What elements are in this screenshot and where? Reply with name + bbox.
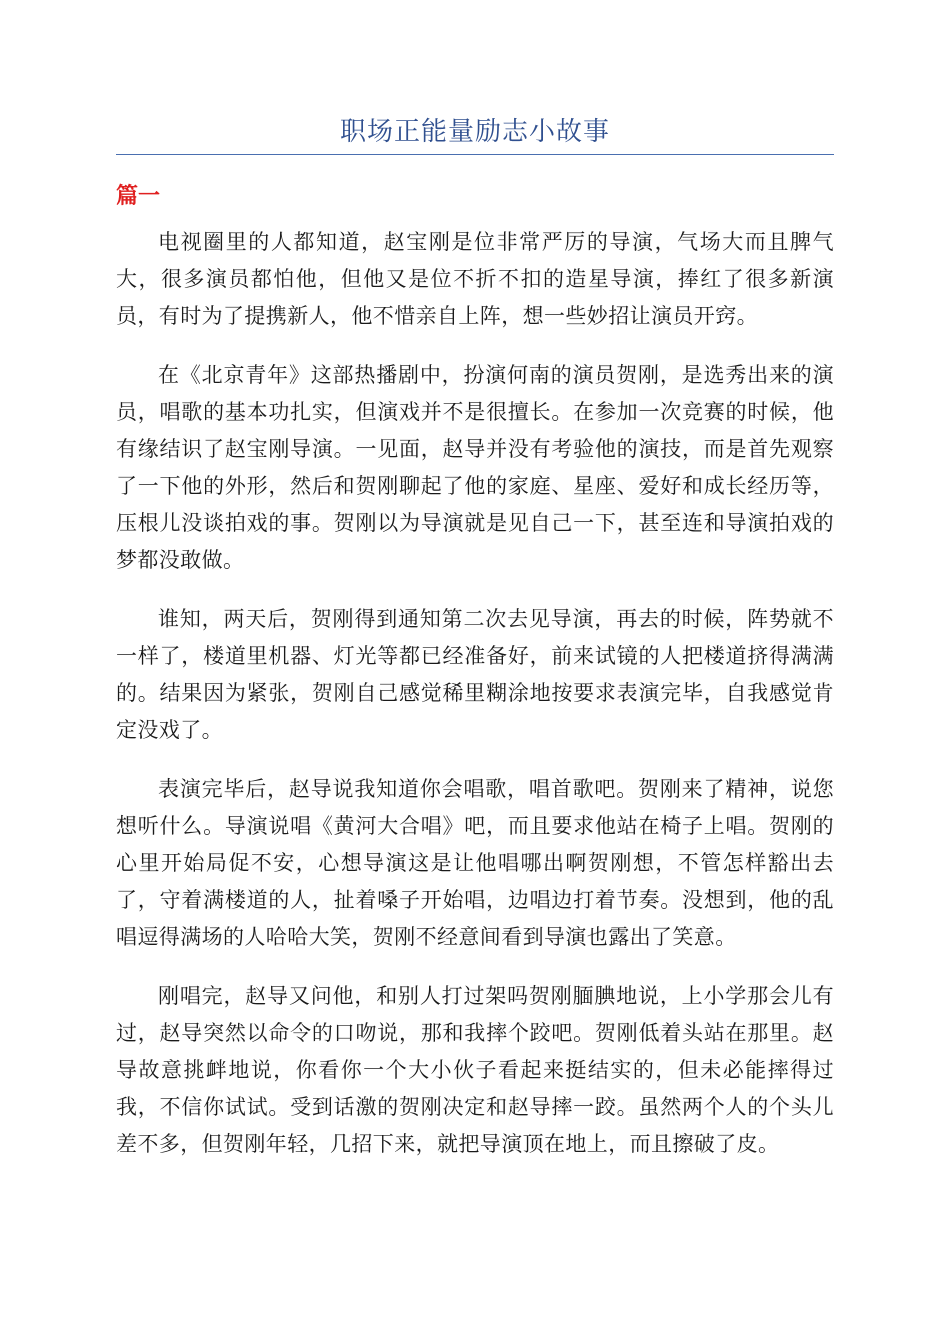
body-paragraph-5: 刚唱完，赵导又问他，和别人打过架吗贺刚腼腆地说，上小学那会儿有过，赵导突然以命令的口吻说，那和我摔个跤吧。贺刚低着头站在那里。赵导故意挑衅地说，你看你一个大小伙子看起来挺结实的，但未必能摔得过我，不信你试试。受到话激的贺刚决定和赵导摔一跤。虽然两个人的个头儿差不多，但贺刚年轻，几招下来，就把导演顶在地上，而且擦破了皮。 <box>116 984 834 1156</box>
body-paragraph-4: 表演完毕后，赵导说我知道你会唱歌，唱首歌吧。贺刚来了精神，说您想听什么。导演说唱《黄河大合唱》吧，而且要求他站在椅子上唱。贺刚的心里开始局促不安，心想导演这是让他唱哪出啊贺刚想，不管怎样豁出去了，守着满楼道的人，扯着嗓子开始唱，边唱边打着节奏。没想到，他的乱唱逗得满场的人哈哈大笑，贺刚不经意间看到导演也露出了笑意。 <box>116 777 834 949</box>
section-heading: 篇一 <box>116 183 161 209</box>
body-paragraph-2: 在《北京青年》这部热播剧中，扮演何南的演员贺刚，是选秀出来的演员，唱歌的基本功扎实，但演戏并不是很擅长。在参加一次竞赛的时候，他有缘结识了赵宝刚导演。一见面，赵导并没有考验他的演技，而是首先观察了一下他的外形，然后和贺刚聊起了他的家庭、星座、爱好和成长经历等，压根儿没谈拍戏的事。贺刚以为导演就是见自己一下，甚至连和导演拍戏的梦都没敢做。 <box>116 363 834 572</box>
document-body <box>116 224 834 1185</box>
document-title: 职场正能量励志小故事 <box>339 117 610 147</box>
title-underline-rule <box>116 154 834 155</box>
body-paragraph-3: 谁知，两天后，贺刚得到通知第二次去见导演，再去的时候，阵势就不一样了，楼道里机器、灯光等都已经准备好，前来试镜的人把楼道挤得满满的。结果因为紧张，贺刚自己感觉稀里糊涂地按要求表演完毕，自我感觉肯定没戏了。 <box>116 607 834 742</box>
body-paragraph-1: 电视圈里的人都知道，赵宝刚是位非常严厉的导演，气场大而且脾气大，很多演员都怕他，但他又是位不折不扣的造星导演，捧红了很多新演员，有时为了提携新人，他不惜亲自上阵，想一些妙招让演员开窍。 <box>116 230 834 328</box>
document-page <box>116 0 834 1344</box>
